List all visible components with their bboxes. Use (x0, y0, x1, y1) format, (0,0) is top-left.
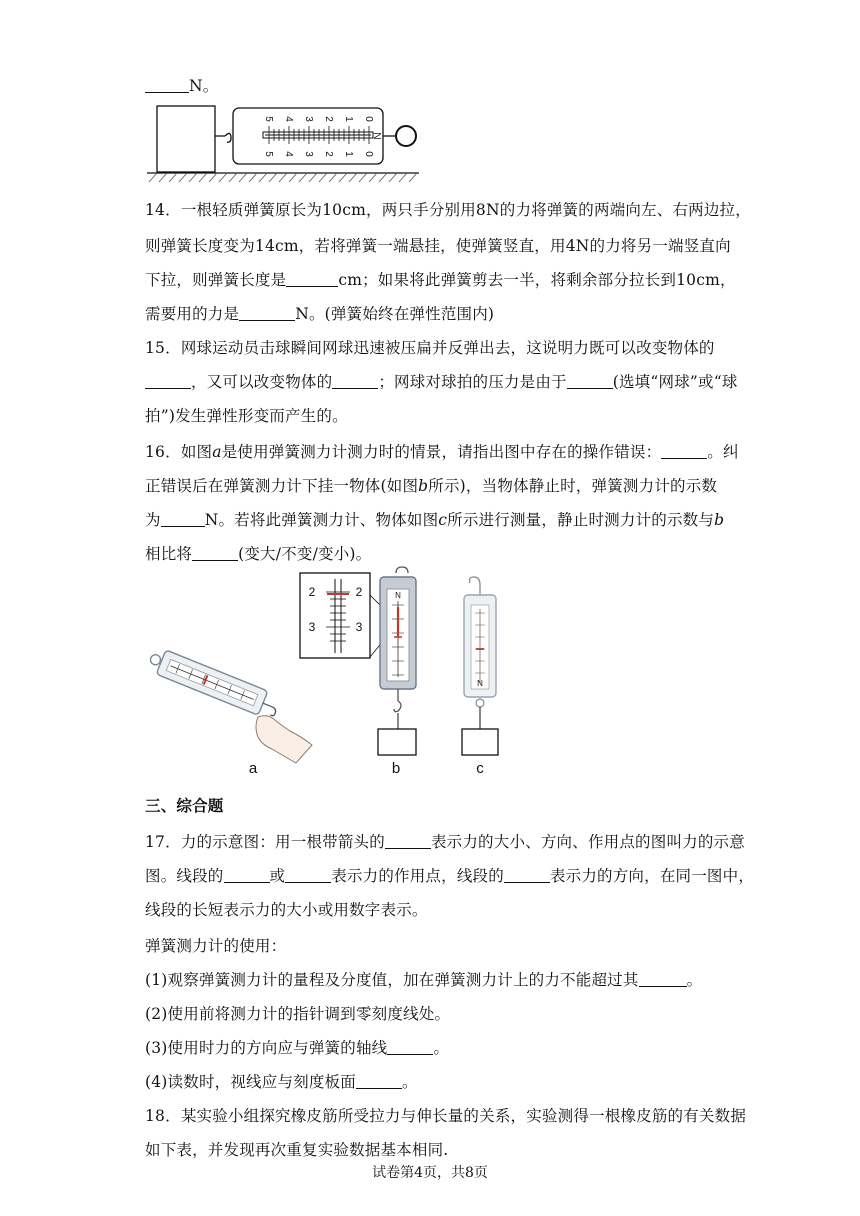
zoom-label-2-right: 2 (355, 585, 363, 599)
figure-c-label: c (476, 760, 484, 777)
ring (396, 126, 416, 146)
answer-blank[interactable] (145, 373, 191, 390)
figure-c-unit: N (477, 678, 483, 687)
q16-line-4: 相比将 (变大/不变/变小)。 (145, 545, 372, 563)
answer-blank[interactable] (192, 545, 238, 562)
answer-blank[interactable] (567, 373, 613, 390)
answer-blank[interactable] (661, 443, 707, 460)
answer-blank[interactable] (356, 1073, 402, 1090)
zoom-label-2-left: 2 (308, 585, 316, 599)
q16-line-1: 16．如图a是使用弹簧测力计测力时的情景，请指出图中存在的操作错误： 。纠 (145, 443, 739, 461)
block (157, 106, 215, 172)
horizontal-spring-scale-figure (145, 100, 425, 186)
q15-line-3: 拍”)发生弹性形变而产生的。 (145, 407, 348, 425)
hand (256, 716, 312, 763)
scale-top-0: 0 (363, 116, 374, 122)
scale-top-1: 1 (343, 116, 354, 122)
q17-line-2: 图。线段的 或 表示力的作用点，线段的 表示力的方向，在同一图中， (145, 867, 755, 885)
q14-line-4: 需要用的力是 N。(弹簧始终在弹性范围内) (145, 305, 495, 323)
scale-bottom-2: 2 (323, 151, 334, 157)
hook (215, 133, 231, 142)
scale-bottom-3: 3 (303, 151, 314, 157)
q15-line-1: 15．网球运动员击球瞬间网球迅速被压扁并反弹出去，这说明力既可以改变物体的 (145, 339, 715, 357)
scale-bottom-0: 0 (363, 151, 374, 157)
scale-bottom-4: 4 (283, 151, 294, 157)
figure-a-spring-scale (146, 646, 282, 721)
q14-line-1: 14．一根轻质弹簧原长为10cm，两只手分别用8N的力将弹簧的两端向左、右两边拉， (145, 201, 751, 219)
q17-item-4: (4)读数时，视线应与刻度板面 。 (145, 1073, 418, 1091)
answer-blank[interactable] (224, 867, 270, 884)
figure-b-unit: N (395, 591, 401, 600)
q14-line-2: 则弹簧长度变为14cm，若将弹簧一端悬挂，使弹簧竖直，用4N的力将另一端竖直向 (145, 237, 731, 255)
q17-line-1: 17．力的示意图：用一根带箭头的 表示力的大小、方向、作用点的图叫力的示意 (145, 833, 745, 851)
answer-blank[interactable] (639, 971, 687, 988)
answer-blank[interactable] (385, 833, 431, 850)
q17-line-3: 线段的长短表示力的大小或用数字表示。 (145, 901, 428, 919)
scale-top-3: 3 (303, 116, 314, 122)
answer-blank[interactable] (145, 77, 189, 94)
page-footer: 试卷第4页，共8页 (372, 1165, 488, 1181)
answer-blank[interactable] (504, 867, 550, 884)
q16-line-2: 正错误后在弹簧测力计下挂一物体(如图b所示)，当物体静止时，弹簧测力计的示数 (145, 477, 718, 495)
q13-answer-line: N。 (145, 74, 218, 96)
q17-item-3: (3)使用时力的方向应与弹簧的轴线 。 (145, 1039, 450, 1057)
figure-a-label: a (248, 760, 258, 777)
q18-line-1: 18．某实验小组探究橡皮筋所受拉力与伸长量的关系，实验测得一根橡皮筋的有关数据 (145, 1107, 747, 1125)
answer-blank[interactable] (332, 373, 378, 390)
answer-blank[interactable] (286, 271, 338, 288)
section-heading: 三、综合题 (145, 797, 224, 815)
q17-item-1: (1)观察弹簧测力计的量程及分度值，加在弹簧测力计上的力不能超过其 。 (145, 971, 703, 989)
answer-blank[interactable] (239, 305, 295, 322)
scale-top-4: 4 (283, 116, 294, 122)
answer-blank[interactable] (387, 1039, 433, 1056)
q16-line-3: 为 N。若将此弹簧测力计、物体如图c所示进行测量，静止时测力计的示数与b (145, 511, 725, 529)
figure-b-label: b (391, 760, 401, 777)
scale-unit: N (371, 132, 382, 140)
q18-line-2: 如下表，并发现再次重复实验数据基本相同. (145, 1141, 449, 1159)
q17-line-4: 弹簧测力计的使用： (145, 937, 287, 955)
ground-hatch (149, 173, 417, 182)
answer-blank[interactable] (285, 867, 331, 884)
scale-top-2: 2 (323, 116, 334, 122)
q14-line-3: 下拉，则弹簧长度是 cm；如果将此弹簧剪去一半，将剩余部分拉长到10cm， (145, 271, 736, 289)
q17-item-2: (2)使用前将测力计的指针调到零刻度线处。 (145, 1005, 451, 1023)
answer-blank[interactable] (161, 511, 205, 528)
figure-16 (140, 565, 520, 780)
figure-b-spring-scale (378, 567, 416, 755)
zoom-inset (300, 573, 388, 658)
zoom-label-3-right: 3 (355, 620, 363, 634)
scale-top-5: 5 (263, 116, 274, 122)
q15-line-2: ，又可以改变物体的 ；网球对球拍的压力是由于 (选填“网球”或“球 (145, 370, 738, 392)
scale-bottom-1: 1 (343, 151, 354, 157)
scale-bottom-5: 5 (263, 151, 274, 157)
zoom-label-3-left: 3 (308, 620, 316, 634)
figure-c-spring-scale (462, 577, 498, 755)
